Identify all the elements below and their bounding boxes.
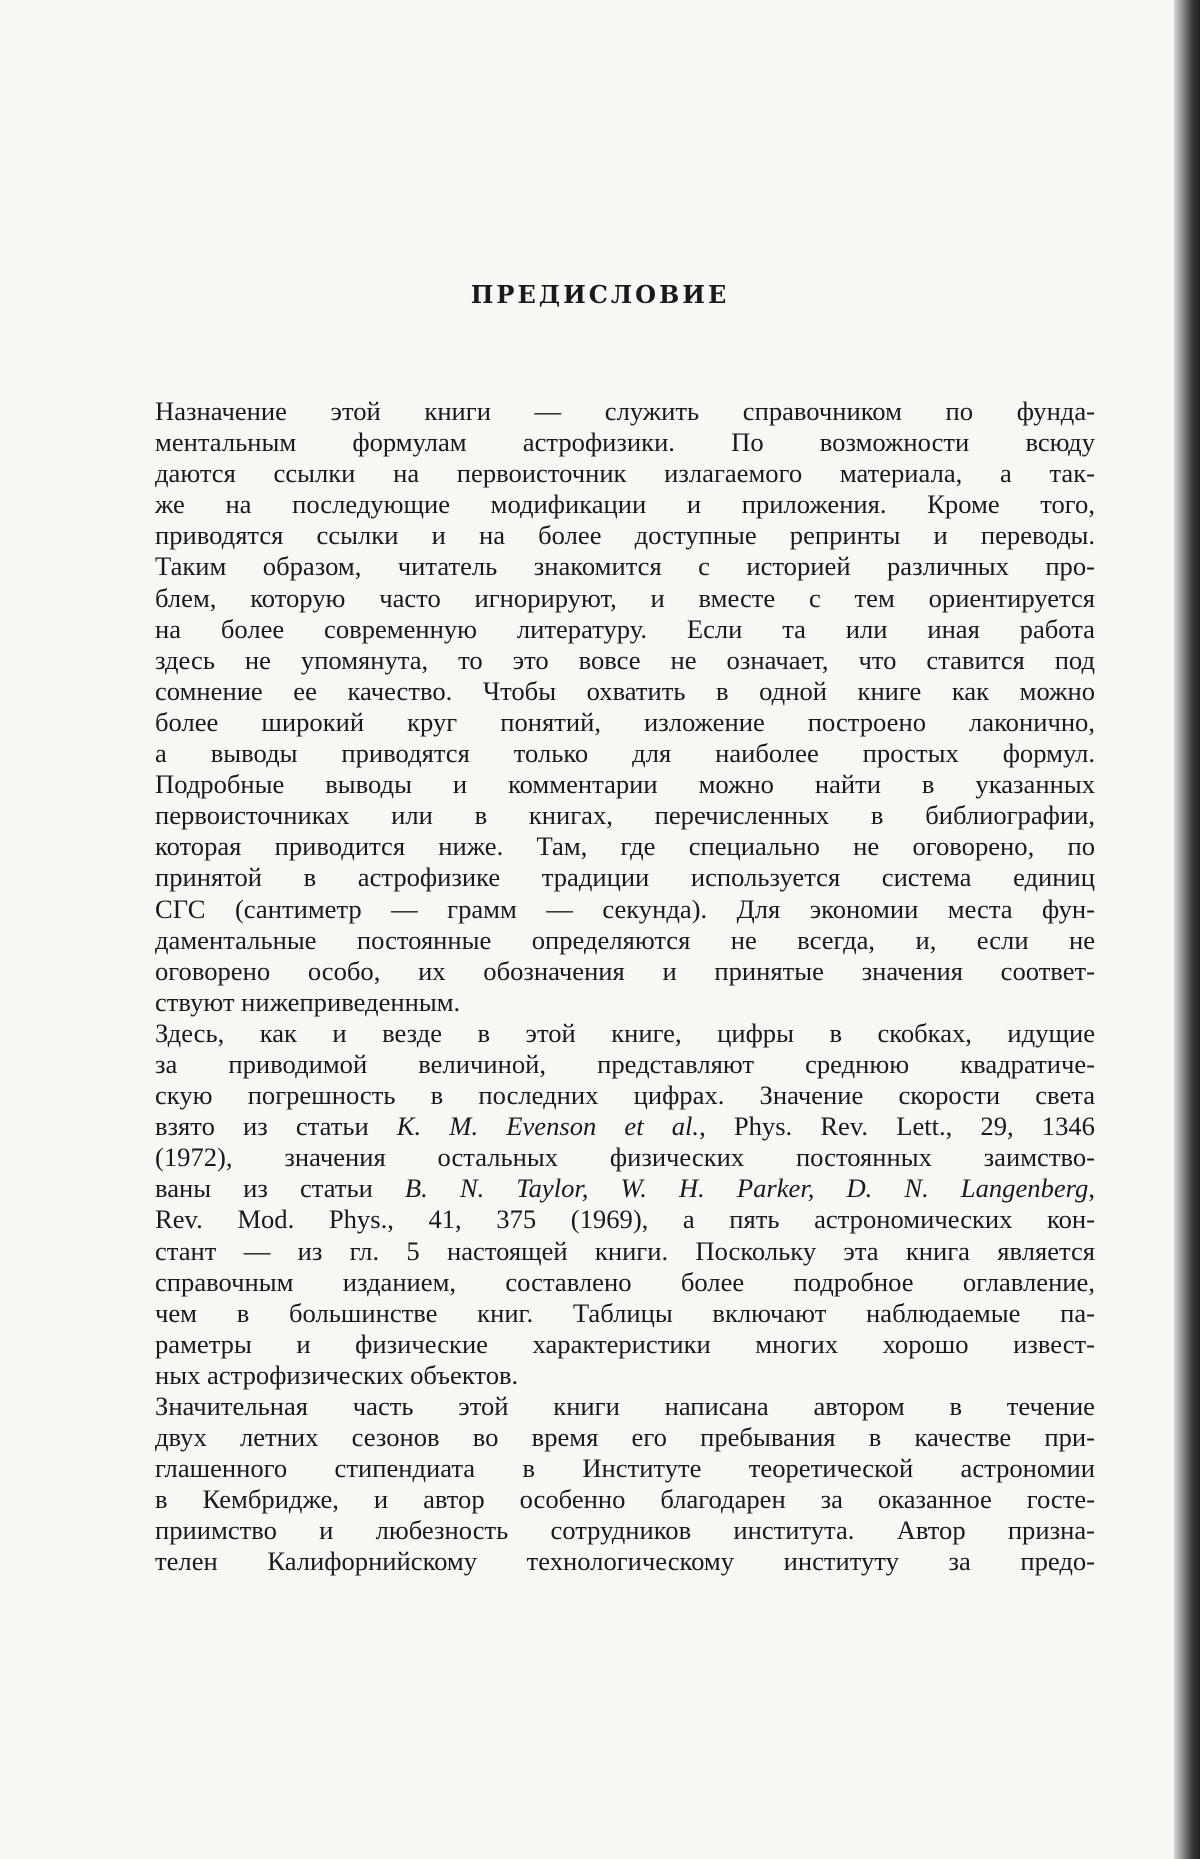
text-line: глашенного стипендиата в Институте теоретической астрономии (155, 1453, 1095, 1484)
page-title: ПРЕДИСЛОВИЕ (470, 280, 730, 309)
text-line: сомнение ее качество. Чтобы охватить в одной книге как можно (155, 675, 1095, 706)
text-line: справочным изданием, составлено более подробное оглавление, (155, 1266, 1095, 1297)
text-line: которая приводится ниже. Там, где специально не оговорено, по (155, 831, 1095, 862)
text-line: первоисточниках или в книгах, перечисленных в библиографии, (155, 800, 1095, 831)
paragraph-2 (155, 1018, 1095, 1391)
text-line: более широкий круг понятий, изложение построено лаконично, (155, 706, 1095, 737)
text-line: ментальным формулам астрофизики. По возможности всюду (155, 427, 1095, 458)
italic-citation: B. N. Taylor, W. H. Parker, D. N. Langenberg (404, 1173, 1089, 1204)
text-line: даются ссылки на первоисточник излагаемого материала, а так- (155, 458, 1095, 489)
text-line: оговорено особо, их обозначения и принятые значения соответ- (155, 955, 1095, 986)
text-line: ных астрофизических объектов. (155, 1359, 519, 1390)
text-line: здесь не упомянута, то это вовсе не означает, что ставится под (155, 644, 1095, 675)
text-line: на более современную литературу. Если та или иная работа (155, 613, 1095, 644)
text-line: Значительная часть этой книги написана автором в течение (155, 1391, 1095, 1421)
scan-edge-shadow (1174, 0, 1200, 1859)
text-line: Подробные выводы и комментарии можно найти в указанных (155, 769, 1095, 800)
text-line: ваны из статьи B. N. Taylor, W. H. Parker, D. N. Langenberg, (155, 1173, 1095, 1204)
text-line: а выводы приводятся только для наиболее простых формул. (155, 738, 1095, 769)
text-line: принятой в астрофизике традиции используется система единиц (155, 862, 1095, 893)
paragraph-3 (155, 1391, 1095, 1578)
text-line: же на последующие модификации и приложения. Кроме того, (155, 489, 1095, 520)
text-line: телен Калифорнийскому технологическому институту за предо- (155, 1546, 1095, 1577)
text-line: (1972), значения остальных физических постоянных заимство- (155, 1142, 1095, 1173)
text-line: блем, которую часто игнорируют, и вместе с тем ориентируется (155, 582, 1095, 613)
text-line: приводятся ссылки и на более доступные репринты и переводы. (155, 520, 1095, 551)
text-line: в Кембридже, и автор особенно благодарен за оказанное госте- (155, 1484, 1095, 1515)
text-line: Rev. Mod. Phys., 41, 375 (1969), а пять астрономических кон- (155, 1204, 1095, 1235)
text-line: взято из статьи K. M. Evenson et al., Phys. Rev. Lett., 29, 1346 (155, 1111, 1095, 1142)
text-line: раметры и физические характеристики многих хорошо извест- (155, 1328, 1095, 1359)
italic-citation: K. M. Evenson et al. (396, 1111, 700, 1142)
text-line: чем в большинстве книг. Таблицы включают наблюдаемые па- (155, 1297, 1095, 1328)
text-line: СГС (сантиметр — грамм — секунда). Для экономии места фун- (155, 893, 1095, 924)
text-line: даментальные постоянные определяются не всегда, и, если не (155, 924, 1095, 955)
text-line: Назначение этой книги — служить справочником по фунда- (155, 396, 1095, 426)
text-line: стант — из гл. 5 настоящей книги. Поскольку эта книга является (155, 1235, 1095, 1266)
text-line: Таким образом, читатель знакомится с историей различных про- (155, 551, 1095, 582)
text-line: скую погрешность в последних цифрах. Значение скорости света (155, 1080, 1095, 1111)
text-line: за приводимой величиной, представляют среднюю квадратиче- (155, 1048, 1095, 1079)
text-line: ствуют нижеприведенным. (155, 986, 461, 1017)
text-line: Здесь, как и везде в этой книге, цифры в скобках, идущие (155, 1017, 1095, 1048)
text-line: двух летних сезонов во время его пребывания в качестве при- (155, 1422, 1095, 1453)
body-text (155, 396, 1095, 1578)
paragraph-1 (155, 396, 1095, 1018)
text-line: приимство и любезность сотрудников института. Автор призна- (155, 1515, 1095, 1546)
